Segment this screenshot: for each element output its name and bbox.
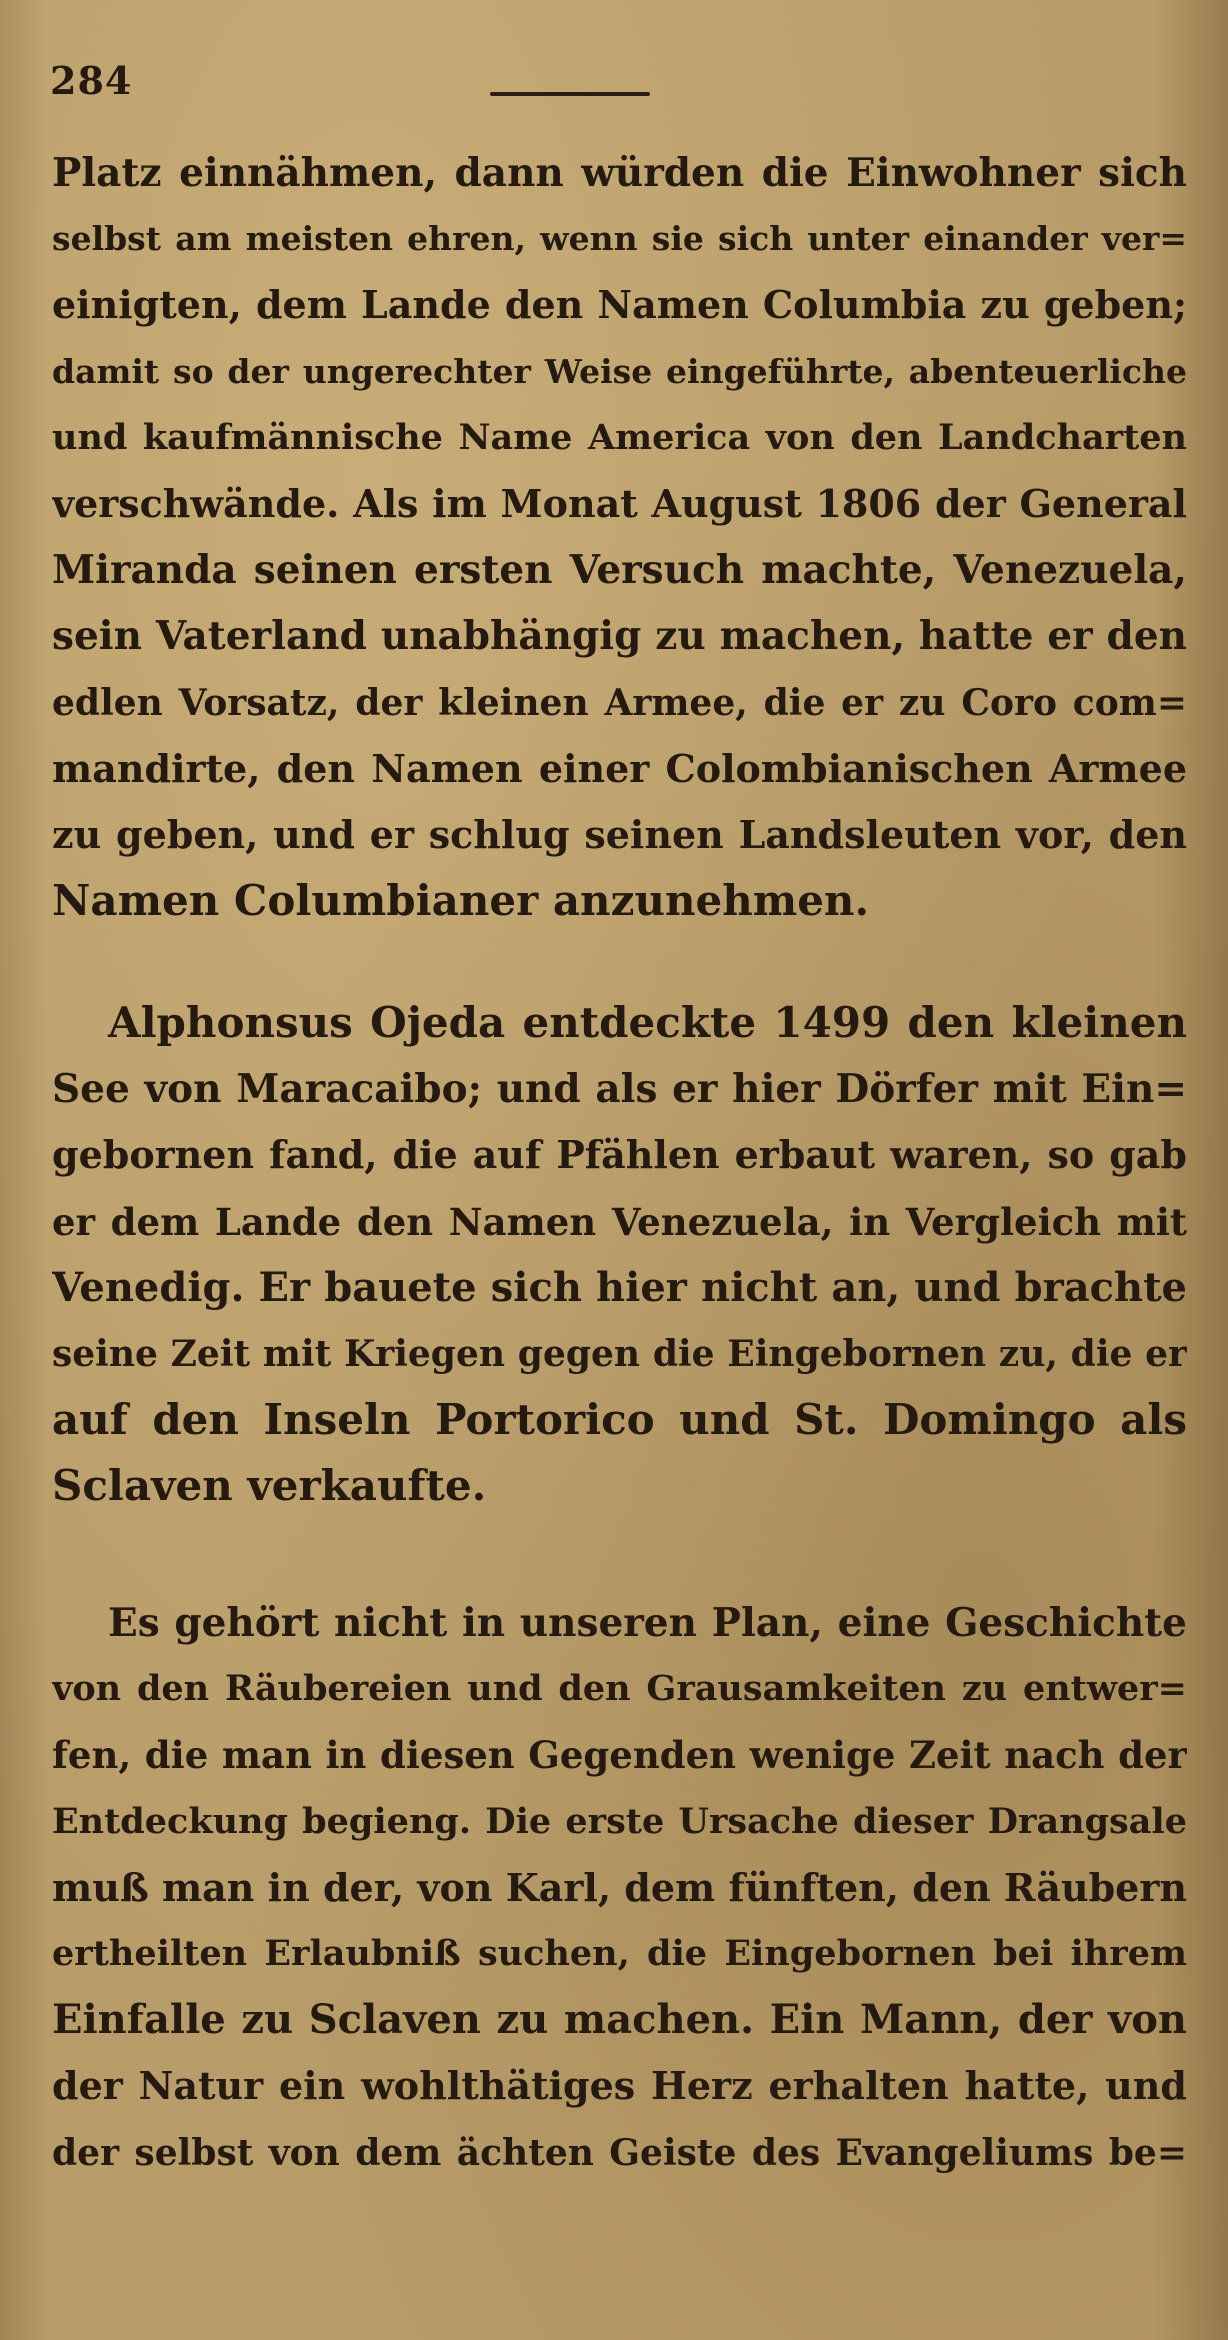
paragraph-1: [52, 140, 1187, 934]
text-line: damit so der ungerechter Weise eingeführte, abenteuerliche: [52, 351, 1187, 391]
text-line: Alphonsus Ojeda entdeckte 1499 den kleinen: [108, 998, 1187, 1047]
text-line: zu geben, und er schlug seinen Landsleuten vor, den: [52, 811, 1187, 857]
text-line: sein Vaterland unabhängig zu machen, hatte er den: [52, 613, 1187, 660]
text-line: der Natur ein wohlthätiges Herz erhalten hatte, und: [52, 2063, 1187, 2109]
text-line: der selbst von dem ächten Geiste des Evangeliums be=: [52, 2131, 1187, 2174]
text-line: seine Zeit mit Kriegen gegen die Eingebornen zu, die er: [52, 1332, 1187, 1375]
paragraph-3: [52, 1590, 1187, 2186]
text-line: und kaufmännische Name America von den Landcharten: [52, 416, 1187, 458]
text-line: Namen Columbianer anzunehmen.: [52, 876, 870, 926]
text-line: Miranda seinen ersten Versuch machte, Venezuela,: [52, 547, 1187, 594]
text-line: Sclaven verkaufte.: [52, 1461, 487, 1511]
text-line: er dem Lande den Namen Venezuela, in Vergleich mit: [52, 1199, 1187, 1244]
text-line: See von Maracaibo; und als er hier Dörfer mit Ein=: [52, 1066, 1187, 1113]
text-line: ertheilten Erlaubniß suchen, die Eingebornen bei ihrem: [52, 1932, 1187, 1974]
paragraph-2: [52, 990, 1187, 1520]
text-line: muß man in der, von Karl, dem fünften, den Räubern: [52, 1864, 1187, 1910]
page-number: 284: [50, 58, 133, 103]
text-line: selbst am meisten ehren, wenn sie sich unter einander ver=: [52, 219, 1187, 259]
text-line: Einfalle zu Sclaven zu machen. Ein Mann, der von: [52, 1996, 1187, 2044]
text-line: verschwände. Als im Monat August 1806 der General: [52, 480, 1187, 526]
text-line: mandirte, den Namen einer Colombianischen Armee: [52, 745, 1187, 791]
text-line: fen, die man in diesen Gegenden wenige Zeit nach der: [52, 1733, 1187, 1778]
text-line: gebornen fand, die auf Pfählen erbaut waren, so gab: [52, 1132, 1187, 1178]
text-line: Platz einnähmen, dann würden die Einwohner sich: [52, 150, 1187, 196]
page-header: [40, 58, 1190, 108]
text-line: einigten, dem Lande den Namen Columbia zu geben;: [52, 282, 1187, 328]
header-rule: [490, 92, 650, 96]
text-line: Es gehört nicht in unseren Plan, eine Geschichte: [108, 1600, 1187, 1646]
text-line: Entdeckung begieng. Die erste Ursache dieser Drangsale: [52, 1800, 1187, 1842]
text-line: von den Räubereien und den Grausamkeiten zu entwer=: [52, 1668, 1187, 1710]
text-line: Venedig. Er bauete sich hier nicht an, und brachte: [52, 1263, 1187, 1311]
text-line: edlen Vorsatz, der kleinen Armee, die er zu Coro com=: [52, 681, 1187, 724]
text-line: auf den Inseln Portorico und St. Domingo als: [52, 1395, 1187, 1445]
